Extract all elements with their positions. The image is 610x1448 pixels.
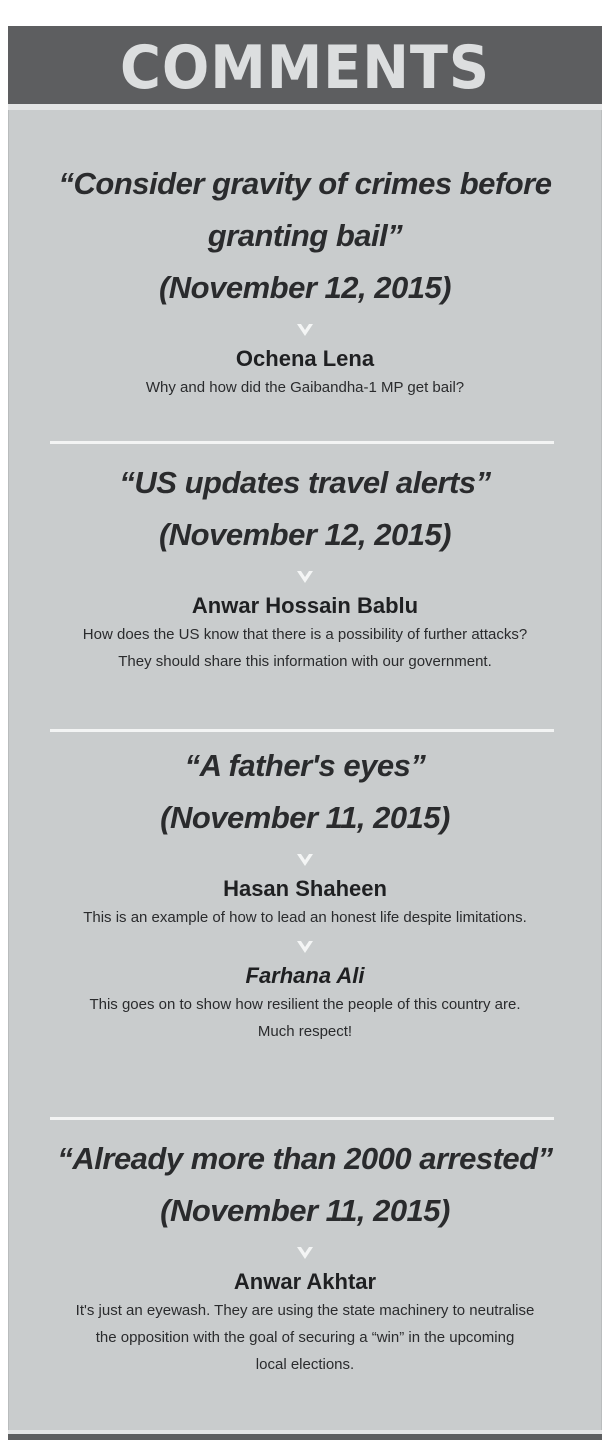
chevron-down-icon (296, 852, 314, 868)
comment-author: Farhana Ali (245, 963, 365, 988)
comment-author: Ochena Lena (235, 346, 375, 371)
article-date: (November 11, 2015) (160, 800, 450, 835)
article-headline: “A father's eyes” (184, 748, 426, 783)
comment-text: This goes on to show how resilient the people of this country are. (89, 996, 521, 1013)
comment-text: How does the US know that there is a possibility of further attacks? (82, 626, 528, 643)
article-date: (November 12, 2015) (158, 270, 452, 305)
comment-text: It's just an eyewash. They are using the state machinery to neutralise (75, 1302, 535, 1319)
bottom-bar (8, 1430, 602, 1440)
article-section-1 (8, 158, 602, 401)
chevron-down-icon (296, 1245, 314, 1261)
article-headline: granting bail” (207, 218, 403, 253)
chevron-down-icon (296, 939, 314, 955)
article-headline: “Already more than 2000 arrested” (57, 1141, 553, 1176)
comment-author: Anwar Hossain Bablu (191, 593, 419, 618)
article-headline: “Consider gravity of crimes before (58, 166, 552, 201)
comment-author: Hasan Shaheen (223, 876, 387, 901)
section-divider (50, 441, 554, 444)
comment-text: Why and how did the Gaibandha-1 MP get bail? (145, 379, 465, 396)
article-section-2 (8, 457, 602, 675)
section-divider (50, 729, 554, 732)
comments-header (8, 26, 602, 110)
section-divider (50, 1117, 554, 1120)
chevron-down-icon (296, 569, 314, 585)
article-date: (November 12, 2015) (158, 517, 452, 552)
page-title: COMMENTS (120, 33, 490, 103)
comment-text: They should share this information with our government. (118, 653, 492, 670)
article-section-4 (8, 1133, 602, 1378)
chevron-down-icon (296, 322, 314, 338)
article-date: (November 11, 2015) (160, 1193, 450, 1228)
comment-author: Anwar Akhtar (233, 1269, 377, 1294)
comment-text: the opposition with the goal of securing a “win” in the upcoming (95, 1329, 515, 1346)
article-section-3 (8, 740, 602, 1045)
comment-text: Much respect! (257, 1023, 353, 1040)
comment-text: local elections. (255, 1356, 355, 1373)
comment-text: This is an example of how to lead an honest life despite limitations. (83, 909, 527, 926)
article-headline: “US updates travel alerts” (119, 465, 491, 500)
